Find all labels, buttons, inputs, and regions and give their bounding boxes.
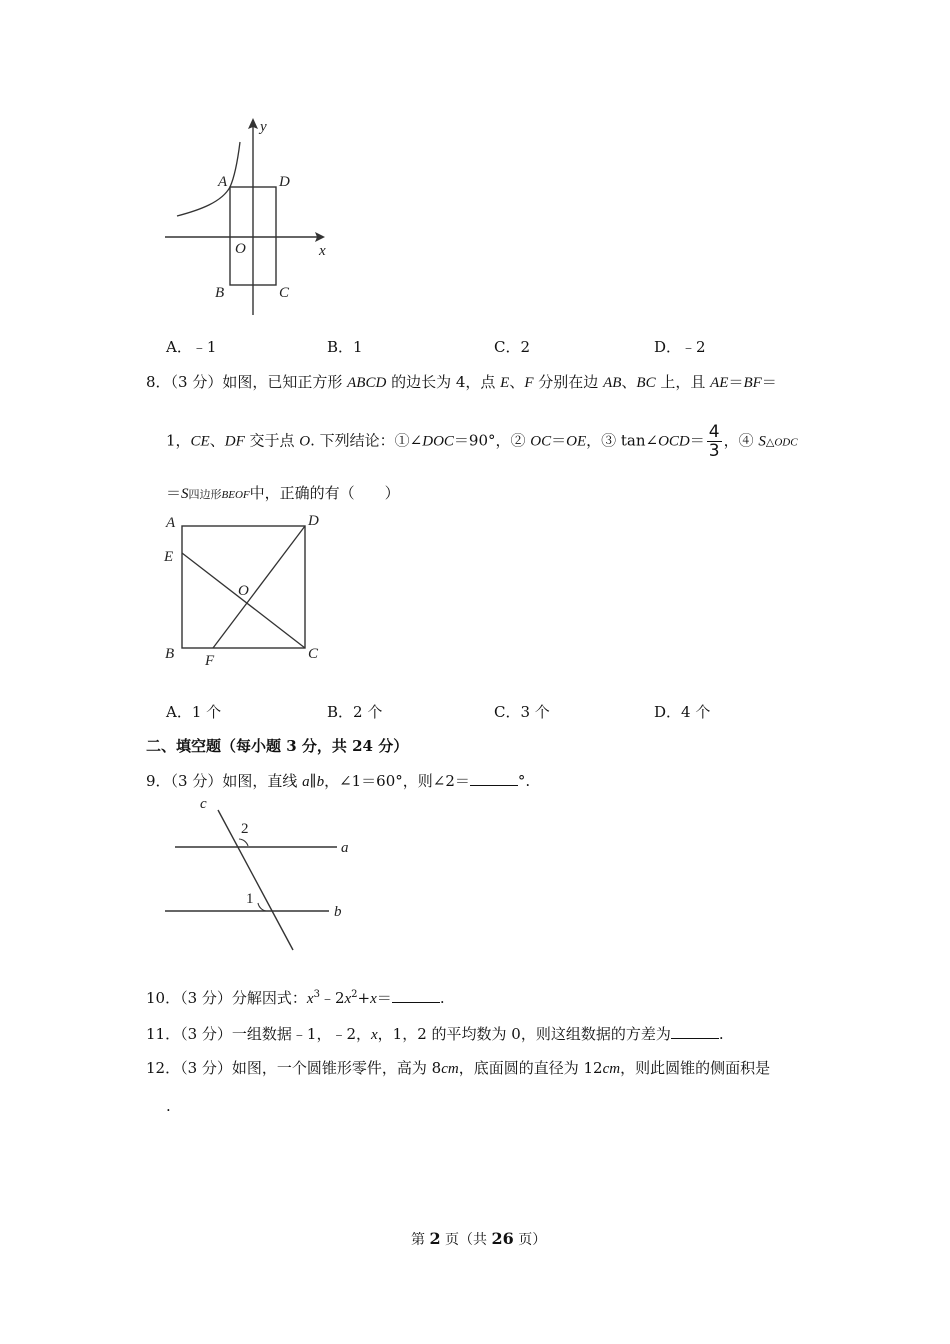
- label-y: y: [260, 119, 267, 135]
- q8-option-c: C．3 个: [494, 703, 550, 721]
- page-footer: 第 2 页（共 26 页）: [411, 1229, 547, 1248]
- label-b: B: [165, 646, 175, 662]
- label-b: B: [215, 285, 225, 301]
- q8-option-b: B．2 个: [327, 703, 383, 721]
- label-c: c: [200, 796, 207, 812]
- label-d: D: [279, 174, 290, 190]
- label-2: 2: [241, 821, 249, 837]
- label-e: E: [164, 549, 174, 565]
- q8-line-1: 8．（3 分）如图，已知正方形 ABCD 的边长为 4，点 E、F 分别在边 AB、BC 上，且 AE＝BF＝: [146, 373, 777, 391]
- label-d: D: [308, 513, 319, 529]
- q8-line-2: 1，CE、DF 交于点 O. 下列结论：①∠DOC＝90°，② OC＝OE，③ tan∠OCD＝ $\frac{4}{3}$ ，④ S△ODC: [166, 422, 798, 461]
- label-a: A: [166, 515, 176, 531]
- label-c: C: [308, 646, 319, 662]
- q7-option-b: B．1: [327, 338, 363, 356]
- section-title: 二、填空题（每小题 3 分，共 24 分）: [146, 737, 409, 755]
- q9-figure: [155, 790, 365, 960]
- label-f: F: [205, 653, 215, 669]
- q7-figure: [150, 110, 350, 320]
- q11-text: 11．（3 分）一组数据﹣1，﹣2，x，1，2 的平均数为 0，则这组数据的方差为 .: [146, 1025, 724, 1043]
- angle-1-arc: [258, 903, 266, 911]
- answer-blank[interactable]: [392, 988, 440, 1003]
- label-1: 1: [246, 891, 254, 907]
- angle-2-arc: [239, 839, 248, 846]
- label-o: O: [235, 241, 246, 257]
- q8-line-3: ＝S四边形BEOF中，正确的有（ ）: [166, 484, 400, 502]
- answer-blank[interactable]: [470, 771, 518, 786]
- q8-figure: [155, 505, 345, 675]
- q7-option-c: C．2: [494, 338, 531, 356]
- label-a: A: [218, 174, 228, 190]
- q8-option-d: D．4 个: [654, 703, 711, 721]
- q12-end: .: [166, 1097, 171, 1115]
- label-x: x: [319, 243, 326, 259]
- label-a: a: [341, 840, 349, 856]
- q12-text: 12．（3 分）如图，一个圆锥形零件，高为 8cm，底面圆的直径为 12cm，则此圆锥的侧面积是: [146, 1059, 771, 1077]
- line-c: [218, 810, 293, 950]
- label-b: b: [334, 904, 342, 920]
- q7-option-d: D．﹣2: [654, 338, 706, 356]
- segment-ce: [182, 553, 305, 648]
- label-o: O: [238, 583, 249, 599]
- q10-text: 10．（3 分）分解因式：$x^3﹣2x^2+x=$ .: [146, 989, 445, 1007]
- q9-text: 9．（3 分）如图，直线 a∥b，∠1＝60°，则∠2＝ °.: [146, 772, 531, 790]
- answer-blank[interactable]: [671, 1024, 719, 1039]
- fraction-4-3: $\frac{4}{3}$: [708, 422, 720, 461]
- q8-option-a: A．1 个: [166, 703, 222, 721]
- label-c: C: [279, 285, 290, 301]
- q7-option-a: A．﹣1: [166, 338, 217, 356]
